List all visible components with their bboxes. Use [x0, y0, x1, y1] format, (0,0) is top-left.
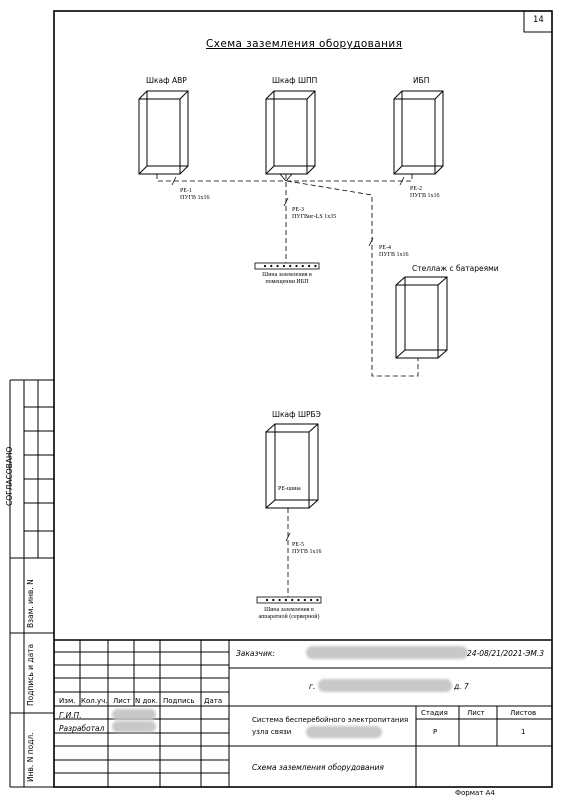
- city-prefix: г.: [309, 682, 316, 691]
- pe5-label: [292, 542, 322, 556]
- sign-date-label: Подпись и дата: [26, 643, 35, 706]
- role-developed: Разработал: [59, 724, 105, 733]
- col-kolich: Кол.уч.: [81, 697, 108, 705]
- ups-room-busbar-label: [247, 272, 327, 286]
- server-room-busbar-label: [244, 607, 334, 621]
- server-room-busbar-line2: аппаратной (серверной): [258, 614, 320, 620]
- redacted-developer-name: [112, 721, 156, 732]
- pe3-name: PE-3: [292, 207, 304, 213]
- pe-bus-label: PE-шина: [278, 486, 301, 492]
- role-gip: Г.И.П.: [59, 711, 82, 720]
- redacted-address: [318, 679, 452, 692]
- busbar-bolt: [314, 265, 316, 267]
- col-list: Лист: [113, 697, 131, 705]
- customer-label: Заказчик:: [236, 649, 275, 658]
- avr-cabinet-label: Шкаф АВР: [146, 76, 187, 85]
- ups-room-busbar-line2: помещении ИБП: [265, 279, 309, 285]
- busbar-bolt: [270, 265, 272, 267]
- doc-code: 24-08/21/2021-ЭМ.3: [467, 649, 545, 658]
- shpp-cabinet-shape: [266, 91, 315, 174]
- pe2-type: ПУГВ 1х16: [410, 193, 440, 199]
- shpp-cabinet-label: Шкаф ШПП: [272, 76, 318, 85]
- busbar-bolt: [308, 265, 310, 267]
- col-izm: Изм.: [59, 697, 76, 705]
- redacted-gip-name: [112, 709, 156, 720]
- battery-rack-label: Стеллаж с батареями: [412, 264, 499, 273]
- busbar-bolt: [302, 265, 304, 267]
- sheets-value: 1: [521, 728, 526, 736]
- pe4-label: [379, 245, 409, 259]
- battery-rack-shape: [396, 277, 447, 358]
- pe2-label: [410, 186, 440, 200]
- ibp-cabinet-shape: [394, 91, 443, 174]
- redacted-site-name: [306, 726, 382, 738]
- busbar-bolt: [264, 265, 266, 267]
- drawing-name: Схема заземления оборудования: [252, 763, 384, 772]
- agreed-label: СОГЛАСОВАНО: [5, 446, 14, 506]
- ibp-cabinet-label: ИБП: [413, 76, 430, 85]
- busbar-bolt: [279, 599, 281, 601]
- replaced-inv-label: Взам. инв. N: [26, 579, 35, 628]
- busbar-bolt: [289, 265, 291, 267]
- pe5-name: PE-5: [292, 542, 304, 548]
- busbar-bolt: [295, 265, 297, 267]
- avr-cabinet-shape: [139, 91, 188, 174]
- busbar-bolt: [316, 599, 318, 601]
- busbar-bolt: [310, 599, 312, 601]
- pe3-label: [292, 207, 336, 221]
- col-data: Дата: [204, 697, 223, 705]
- pe2-name: PE-2: [410, 186, 422, 192]
- pe5-type: ПУГВ 1х16: [292, 549, 322, 555]
- grounding-conductors: [157, 174, 418, 597]
- redacted-customer: [306, 646, 468, 659]
- system-line1: Система бесперебойного электропитания: [252, 716, 409, 724]
- busbar-bolt: [283, 265, 285, 267]
- pe1-type: ПУГВ 1х16: [180, 195, 210, 201]
- busbar-bolt: [297, 599, 299, 601]
- stage-value: Р: [433, 728, 438, 736]
- busbar-bolt: [272, 599, 274, 601]
- sheets-label: Листов: [510, 709, 537, 717]
- pe2-line: [287, 174, 412, 181]
- sheet-frame: [54, 11, 552, 787]
- busbar-bolt: [266, 599, 268, 601]
- col-podpis: Подпись: [163, 697, 195, 705]
- busbar-bolt: [285, 599, 287, 601]
- col-ndok: N док.: [135, 697, 159, 705]
- shrbe-cabinet-shape: [266, 424, 318, 508]
- pe4-name: PE-4: [379, 245, 391, 251]
- page-title: Схема заземления оборудования: [206, 38, 403, 50]
- server-room-busbar-line1: Шина заземления в: [264, 607, 314, 613]
- pe1-label: [180, 188, 210, 202]
- pe3-type: ПУГВнг-LS 1х35: [292, 214, 337, 220]
- busbar-bolt: [277, 265, 279, 267]
- stage-label: Стадия: [421, 709, 448, 717]
- pe1-line: [157, 174, 286, 181]
- orig-inv-label: Инв. N подл.: [26, 732, 35, 782]
- shrbe-cabinet-label: Шкаф ШРБЭ: [272, 410, 321, 419]
- sheet-label: Лист: [467, 709, 485, 717]
- format-label: Формат А4: [455, 789, 495, 797]
- system-line2: узла связи: [252, 728, 292, 736]
- busbar-bolt: [291, 599, 293, 601]
- house-number: д. 7: [454, 682, 469, 691]
- pe4-type: ПУГВ 1х16: [379, 252, 409, 258]
- ups-room-busbar-line1: Шина заземления в: [262, 272, 312, 278]
- sheet-number: 14: [533, 15, 544, 25]
- busbar-bolt: [304, 599, 306, 601]
- pe1-name: PE-1: [180, 188, 192, 194]
